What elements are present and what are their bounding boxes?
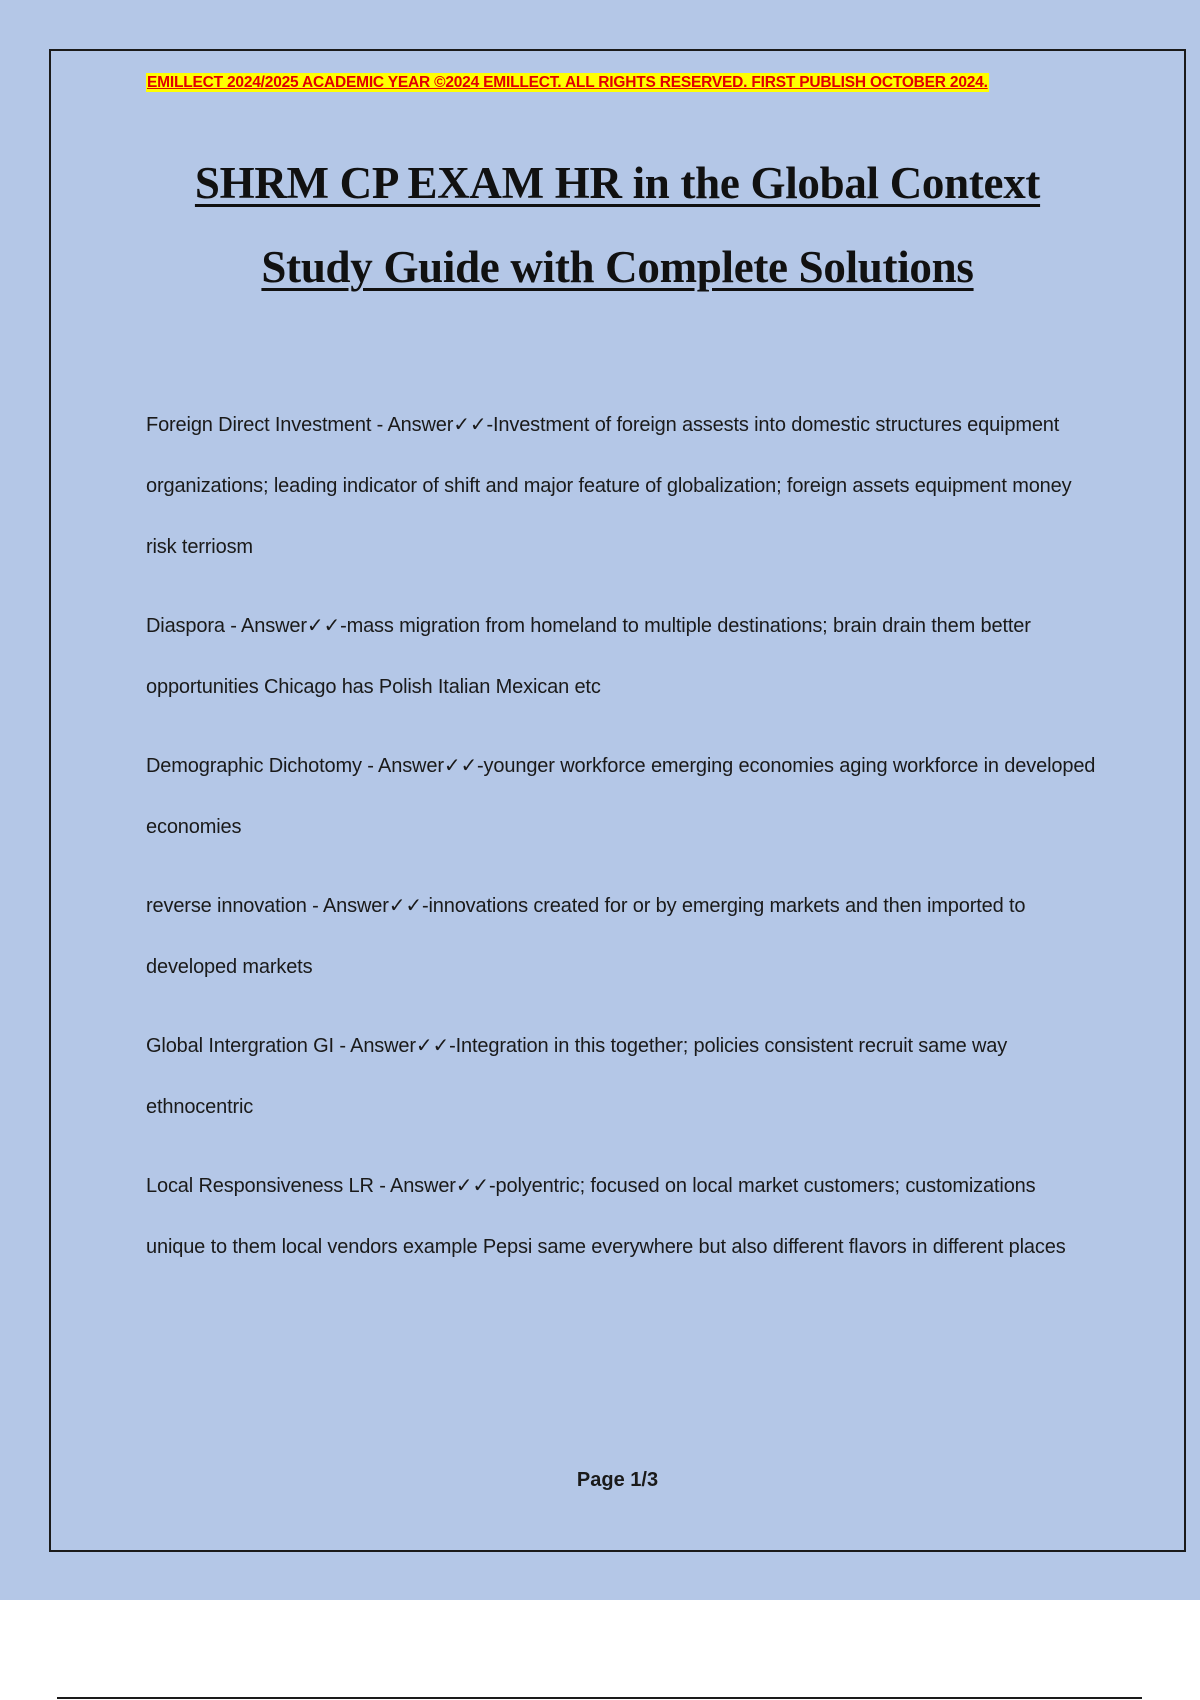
- term-entry: Foreign Direct Investment - Answer✓✓-Investment of foreign assests into domestic structures equipment organizations; leading indicator of shift and major feature of globalization; foreign assets equipment money risk terriosm: [146, 414, 1072, 558]
- term-entry: reverse innovation - Answer✓✓-innovations created for or by emerging markets and then imported to developed markets: [146, 895, 1026, 978]
- next-page-rule: [57, 1697, 1142, 1699]
- term-entry: Global Intergration GI - Answer✓✓-Integration in this together; policies consistent recruit same way ethnocentric: [146, 1035, 1008, 1118]
- term-entry: Local Responsiveness LR - Answer✓✓-polyentric; focused on local market customers; customizations unique to them local vendors example Pepsi same everywhere but also different flavors in different places: [146, 1175, 1066, 1258]
- term-entry: Demographic Dichotomy - Answer✓✓-younger workforce emerging economies aging workforce in developed economies: [146, 755, 1096, 838]
- term-list: [146, 395, 1096, 1296]
- copyright-banner: EMILLECT 2024/2025 ACADEMIC YEAR ©2024 EMILLECT. ALL RIGHTS RESERVED. FIRST PUBLISH OCTOBER 2024.: [147, 74, 988, 91]
- document-title-line-1: SHRM CP EXAM HR in the Global Context: [194, 158, 1041, 208]
- page-number: Page 1/3: [576, 1469, 659, 1491]
- document-title-line-2: Study Guide with Complete Solutions: [261, 242, 974, 292]
- term-entry: Diaspora - Answer✓✓-mass migration from homeland to multiple destinations; brain drain them better opportunities Chicago has Polish Italian Mexican etc: [146, 615, 1031, 698]
